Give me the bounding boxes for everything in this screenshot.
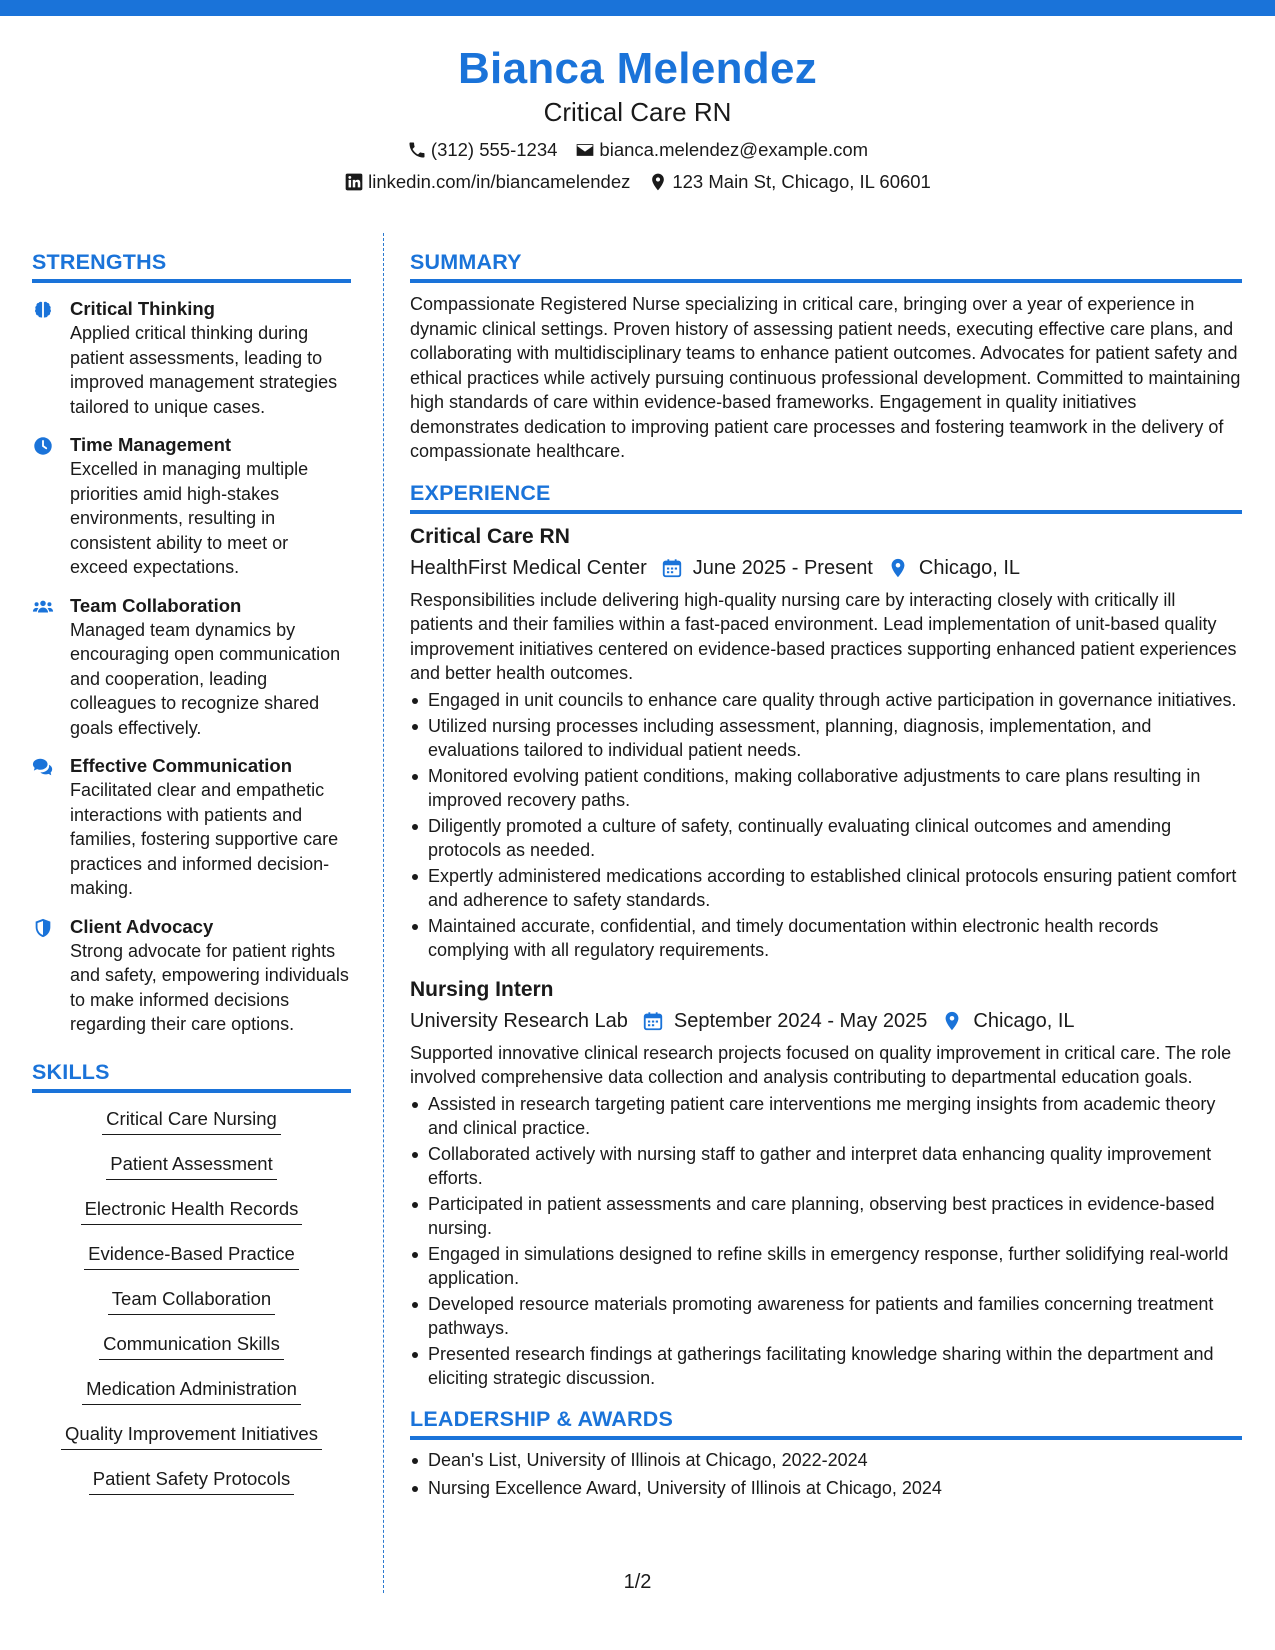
skill-tag: Team Collaboration [108,1287,275,1315]
job-company: HealthFirst Medical Center [410,556,647,579]
candidate-name: Bianca Melendez [457,44,818,93]
bullet-item: Utilized nursing processes including assessment, planning, diagnosis, implementation, and evaluations tailored to individual patient needs. [410,714,1242,762]
strength-desc: Facilitated clear and empathetic interactions with patients and families, fostering supportive care practices and informed decision-making. [70,780,339,898]
summary-heading: SUMMARY [410,249,1242,283]
column-divider [383,233,384,1593]
right-column [410,249,1242,1504]
strength-desc: Excelled in managing multiple priorities amid high-stakes environments, resulting in consistent ability to meet or exceed expectations. [70,459,309,577]
skill-tag: Patient Safety Protocols [89,1467,294,1495]
skill-tag: Quality Improvement Initiatives [61,1422,322,1450]
linkedin-icon [344,172,364,192]
phone-text: (312) 555-1234 [430,139,558,160]
bullet-item: Assisted in research targeting patient care interventions me merging insights from academic theory and clinical practice. [410,1092,1242,1140]
skill-tag: Evidence-Based Practice [84,1242,299,1270]
strengths-heading: STRENGTHS [32,249,351,283]
award-item: Dean's List, University of Illinois at Chicago, 2022-2024 [410,1448,1242,1472]
phone-icon [407,140,427,160]
job-location: Chicago, IL [918,556,1021,579]
strength-desc: Managed team dynamics by encouraging open communication and cooperation, leading colleagues to recognize shared goals effectively. [70,619,341,738]
users-icon [32,596,54,618]
contact-address [648,170,931,194]
bullet-item: Participated in patient assessments and care planning, observing best practices in evidence-based nursing. [410,1192,1242,1240]
chat-icon [32,756,54,778]
contact-row-1 [0,138,1275,162]
skill-tag: Communication Skills [99,1332,284,1360]
strength-desc: Strong advocate for patient rights and safety, empowering individuals to make informed decisions regarding their care options. [70,940,349,1034]
strength-title: Client Advocacy [70,915,214,937]
experience-heading: EXPERIENCE [410,480,1242,514]
bullet-item: Monitored evolving patient conditions, making collaborative adjustments to care plans resulting in improved recovery paths. [410,764,1242,812]
candidate-role: Critical Care RN [543,97,732,127]
job-dates: September 2024 - May 2025 [673,1009,928,1032]
calendar-icon [642,1010,664,1032]
address-text: 123 Main St, Chicago, IL 60601 [672,171,931,192]
contact-linkedin[interactable] [344,170,630,194]
resume-header [0,42,1275,194]
job-bullets [410,1092,1242,1390]
skill-tag: Critical Care Nursing [102,1107,281,1135]
job-entry [410,976,1242,1390]
strength-item [32,754,351,901]
shield-icon [32,917,54,939]
bullet-item: Engaged in simulations designed to refine skills in emergency response, further solidifying real-world application. [410,1242,1242,1290]
strength-item [32,915,351,1037]
awards-list [410,1448,1242,1500]
brain-icon [32,299,54,321]
strength-item [32,433,351,580]
linkedin-text: linkedin.com/in/biancamelendez [368,171,631,192]
map-pin-icon [941,1010,963,1032]
contact-phone[interactable] [407,138,558,162]
bullet-item: Collaborated actively with nursing staff to gather and interpret data enhancing quality improvement efforts. [410,1142,1242,1190]
map-pin-icon [648,172,668,192]
top-accent-bar [0,0,1275,16]
job-dates: June 2025 - Present [692,556,873,579]
skill-tag: Electronic Health Records [81,1197,303,1225]
bullet-item: Developed resource materials promoting awareness for patients and families concerning treatment pathways. [410,1292,1242,1340]
calendar-icon [661,557,683,579]
skills-heading: SKILLS [32,1059,351,1093]
bullet-item: Maintained accurate, confidential, and timely documentation within electronic health records complying with all regulatory requirements. [410,914,1242,962]
job-title: Nursing Intern [410,977,554,1001]
strength-item [32,297,351,419]
map-pin-icon [887,557,909,579]
envelope-icon [575,140,595,160]
job-title: Critical Care RN [410,524,570,548]
strength-title: Critical Thinking [70,298,215,319]
job-bullets [410,688,1242,962]
bullet-item: Expertly administered medications according to established clinical protocols ensuring patient comfort and adherence to safety standards. [410,864,1242,912]
contact-row-2 [0,170,1275,194]
job-description: Supported innovative clinical research projects focused on quality improvement in critical care. The role involved comprehensive data collection and analysis contributing to departmental education goals. [410,1042,1232,1087]
job-entry [410,523,1242,962]
contact-email[interactable] [575,138,868,162]
strength-title: Team Collaboration [70,594,242,616]
job-company: University Research Lab [410,1009,628,1032]
email-text: bianca.melendez@example.com [599,139,869,160]
job-meta [410,554,1242,582]
award-item: Nursing Excellence Award, University of Illinois at Chicago, 2024 [410,1476,1242,1500]
strength-desc: Applied critical thinking during patient assessments, leading to improved management strategies tailored to unique cases. [70,323,338,417]
strength-title: Time Management [70,434,232,455]
job-description: Responsibilities include delivering high-quality nursing care by interacting closely with critically ill patients and their families within a fast-paced environment. Lead implementation of unit-based quality improvement initiatives centered on evidence-based practices supporting enhanced patient experiences and better health outcomes. [410,589,1237,683]
skill-tag: Patient Assessment [106,1152,276,1180]
page-number: 1/2 [623,1571,652,1593]
summary-text: Compassionate Registered Nurse specializing in critical care, bringing over a year of experience in dynamic clinical settings. Proven history of assessing patient needs, executing effective care plans, and collaborating with multidisciplinary teams to enhance patient outcomes. Advocates for patient safety and ethical practices while actively pursuing continuous professional development. Committed to maintaining high standards of care within evidence-based frameworks. Engagement in quality initiatives demonstrates dedication to improving patient care processes and fostering teamwork in the delivery of compassionate healthcare. [410,294,1241,461]
strength-title: Effective Communication [70,755,293,776]
bullet-item: Diligently promoted a culture of safety, continually evaluating clinical outcomes and amending protocols as needed. [410,814,1242,862]
skills-list [32,1107,351,1512]
bullet-item: Engaged in unit councils to enhance care quality through active participation in governance initiatives. [410,688,1242,712]
clock-icon [32,435,54,457]
left-column [32,249,351,1512]
skill-tag: Medication Administration [82,1377,301,1405]
job-meta [410,1007,1242,1035]
job-location: Chicago, IL [973,1009,1075,1032]
strength-item [32,594,351,741]
bullet-item: Presented research findings at gatherings facilitating knowledge sharing within the department and eliciting strategic discussion. [410,1342,1242,1390]
leadership-heading: LEADERSHIP & AWARDS [410,1406,1242,1440]
